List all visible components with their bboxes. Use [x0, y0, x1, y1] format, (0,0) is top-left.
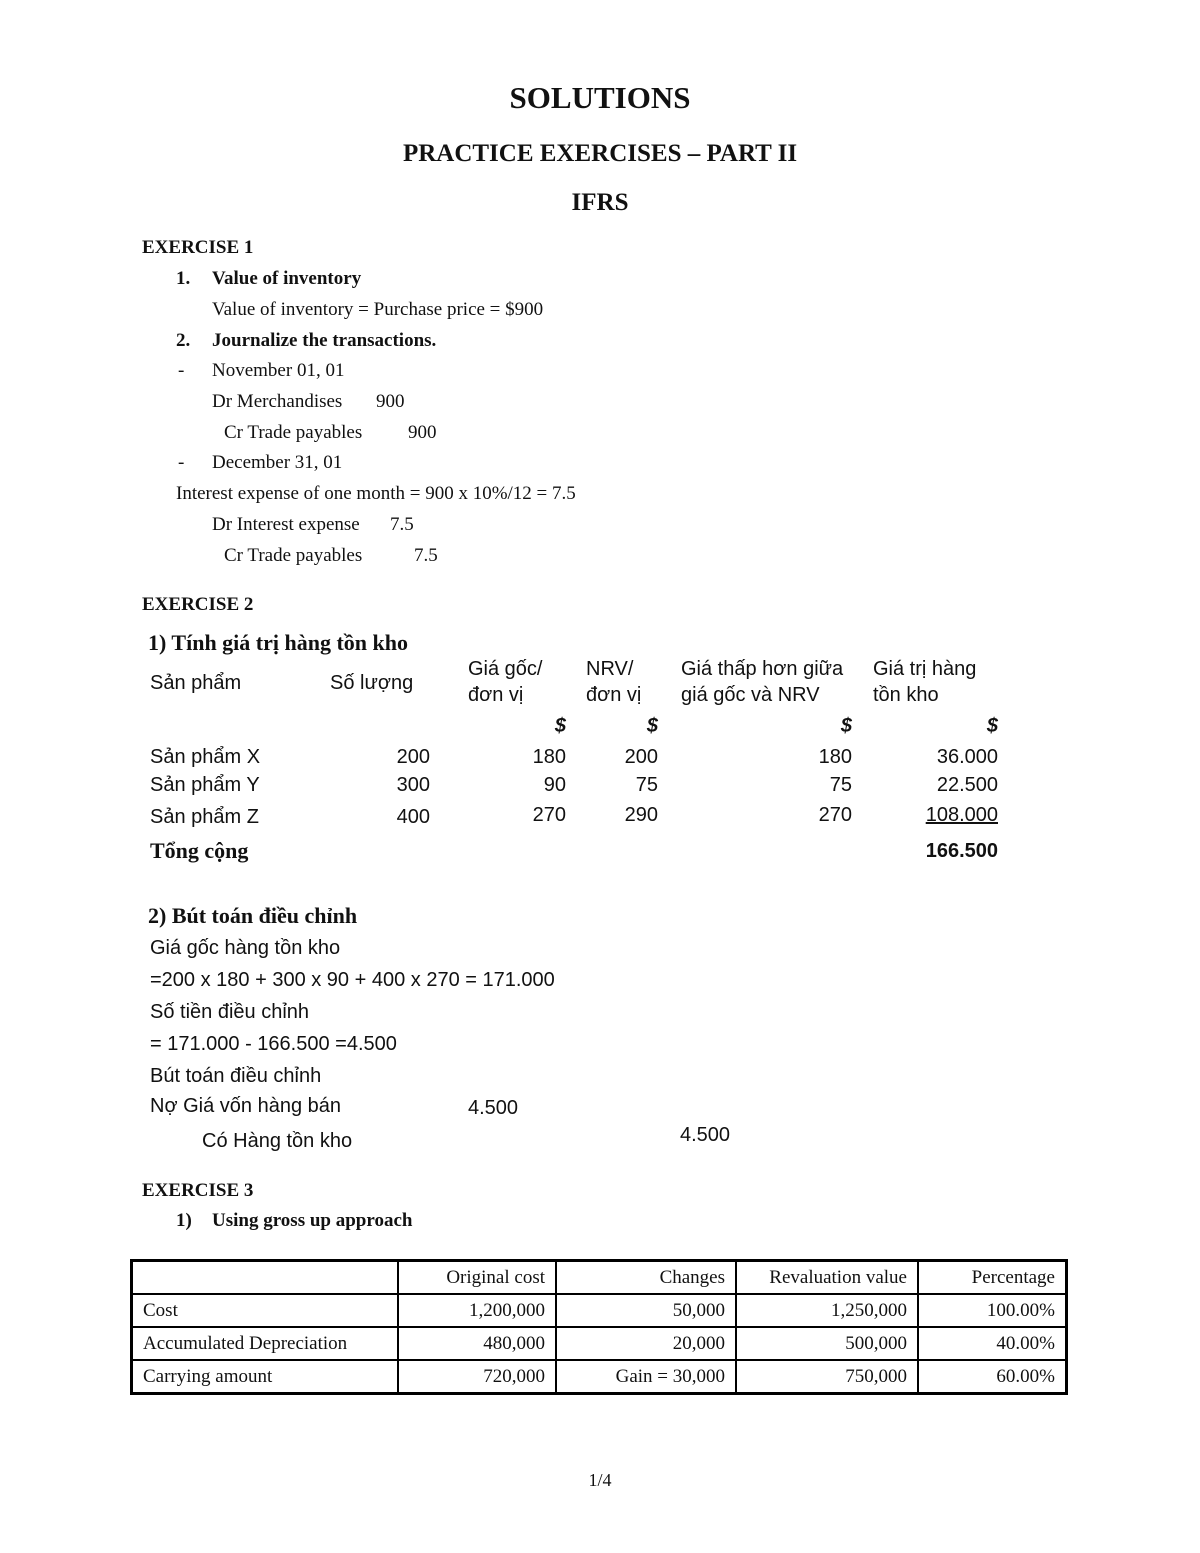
ex1-dash-1: -	[178, 360, 185, 381]
ex2-line-5: Bút toán điều chỉnh	[150, 1065, 322, 1087]
table-cell: Accumulated Depreciation	[132, 1327, 399, 1360]
ex2-part1-title: 1) Tính giá trị hàng tồn kho	[148, 630, 409, 655]
exercise-1-heading: EXERCISE 1	[142, 237, 254, 258]
exercise-3-heading: EXERCISE 3	[142, 1180, 254, 1201]
table-cell: 50,000	[556, 1294, 736, 1327]
ex2-credit-entry: Có Hàng tồn kho	[202, 1130, 353, 1152]
ex2-header-qty: Số lượng	[330, 672, 414, 694]
ex1-credit-1-amount: 900	[408, 422, 437, 443]
row-cost: 90	[543, 774, 566, 796]
ex2-part2-title: 2) Bút toán điều chỉnh	[148, 903, 358, 928]
ex2-currency-value: $	[986, 715, 998, 737]
row-nrv: 200	[624, 746, 658, 768]
exercise-2-heading: EXERCISE 2	[142, 594, 254, 615]
ex2-total-value: 166.500	[925, 840, 998, 862]
row-value: 36.000	[936, 746, 998, 768]
ex1-q2-title: Journalize the transactions.	[212, 330, 437, 351]
table-cell: 60.00%	[918, 1360, 1067, 1394]
ex2-header-nrv-line1: NRV/	[586, 658, 634, 680]
row-product: Sản phẩm Y	[150, 774, 260, 796]
table-header-cell: Revaluation value	[736, 1261, 918, 1295]
ex2-line-2: =200 x 180 + 300 x 90 + 400 x 270 = 171.000	[150, 969, 555, 991]
ex2-line-4: = 171.000 - 166.500 =4.500	[150, 1033, 397, 1055]
ex2-currency-nrv: $	[646, 715, 658, 737]
ex2-header-cost-line1: Giá gốc/	[468, 658, 543, 680]
row-value: 22.500	[936, 774, 998, 796]
table-header-cell: Percentage	[918, 1261, 1067, 1295]
row-product: Sản phẩm Z	[150, 806, 259, 828]
ex3-q1-title: Using gross up approach	[212, 1210, 413, 1231]
table-cell: 500,000	[736, 1327, 918, 1360]
row-qty: 300	[396, 774, 430, 796]
ex2-line-1: Giá gốc hàng tồn kho	[150, 937, 341, 959]
ex2-line-3: Số tiền điều chỉnh	[150, 1001, 310, 1023]
ex1-interest-line: Interest expense of one month = 900 x 10%/12 = 7.5	[176, 483, 576, 504]
ex1-dash-2: -	[178, 452, 185, 473]
ex2-header-nrv-line2: đơn vị	[586, 684, 642, 706]
ex1-debit-1: Dr Merchandises	[212, 391, 343, 412]
page-number: 1/4	[588, 1470, 612, 1490]
ex1-q1-number: 1.	[176, 268, 191, 289]
ex2-currency-lower: $	[840, 715, 852, 737]
ex2-total-label: Tổng cộng	[150, 838, 249, 863]
table-cell: Carrying amount	[132, 1360, 399, 1394]
row-value: 108.000	[925, 804, 998, 826]
ex2-header-value-line1: Giá trị hàng	[873, 658, 977, 680]
revaluation-table	[130, 1259, 1068, 1395]
ex2-header-value-line2: tồn kho	[873, 684, 939, 706]
ex1-debit-2: Dr Interest expense	[212, 514, 360, 535]
ex2-header-lower-line2: giá gốc và NRV	[681, 684, 820, 706]
ex2-header-cost-line2: đơn vị	[468, 684, 524, 706]
table-header-cell: Original cost	[398, 1261, 556, 1295]
row-cost: 180	[532, 746, 566, 768]
row-lower: 180	[818, 746, 852, 768]
ex2-debit-entry: Nợ Giá vốn hàng bán	[150, 1095, 342, 1117]
table-row	[132, 1360, 1067, 1394]
table-cell: Gain = 30,000	[556, 1360, 736, 1394]
table-row	[132, 1294, 1067, 1327]
ex2-debit-amount: 4.500	[468, 1097, 519, 1119]
row-product: Sản phẩm X	[150, 746, 261, 768]
table-cell: 480,000	[398, 1327, 556, 1360]
standard-label: IFRS	[571, 189, 629, 216]
row-nrv: 290	[624, 804, 658, 826]
ex1-credit-2-amount: 7.5	[414, 545, 438, 566]
table-cell: 20,000	[556, 1327, 736, 1360]
ex1-debit-1-amount: 900	[376, 391, 405, 412]
ex2-credit-amount: 4.500	[680, 1124, 731, 1146]
ex1-credit-2: Cr Trade payables	[224, 545, 363, 566]
ex1-date-1: November 01, 01	[212, 360, 345, 381]
ex1-q1-title: Value of inventory	[212, 268, 362, 289]
ex2-header-product: Sản phẩm	[150, 672, 242, 694]
row-qty: 400	[396, 806, 430, 828]
page-title: SOLUTIONS	[509, 80, 691, 115]
table-row	[132, 1327, 1067, 1360]
ex1-credit-1: Cr Trade payables	[224, 422, 363, 443]
table-cell: Cost	[132, 1294, 399, 1327]
row-nrv: 75	[635, 774, 658, 796]
ex1-date-2: December 31, 01	[212, 452, 343, 473]
ex2-header-lower-line1: Giá thấp hơn giữa	[681, 658, 844, 680]
table-cell: 100.00%	[918, 1294, 1067, 1327]
table-header-cell: Changes	[556, 1261, 736, 1295]
row-cost: 270	[532, 804, 566, 826]
table-header-cell	[132, 1261, 399, 1295]
row-qty: 200	[396, 746, 430, 768]
row-lower: 75	[829, 774, 852, 796]
table-cell: 1,250,000	[736, 1294, 918, 1327]
page-subtitle: PRACTICE EXERCISES – PART II	[402, 140, 798, 167]
row-lower: 270	[818, 804, 852, 826]
table-cell: 750,000	[736, 1360, 918, 1394]
table-cell: 40.00%	[918, 1327, 1067, 1360]
ex2-currency-cost: $	[554, 715, 566, 737]
ex1-q1-line: Value of inventory = Purchase price = $900	[212, 299, 544, 320]
ex1-q2-number: 2.	[176, 330, 191, 351]
table-header-row	[132, 1261, 1067, 1295]
ex3-q1-number: 1)	[176, 1210, 192, 1231]
table-cell: 720,000	[398, 1360, 556, 1394]
table-cell: 1,200,000	[398, 1294, 556, 1327]
ex1-debit-2-amount: 7.5	[390, 514, 414, 535]
